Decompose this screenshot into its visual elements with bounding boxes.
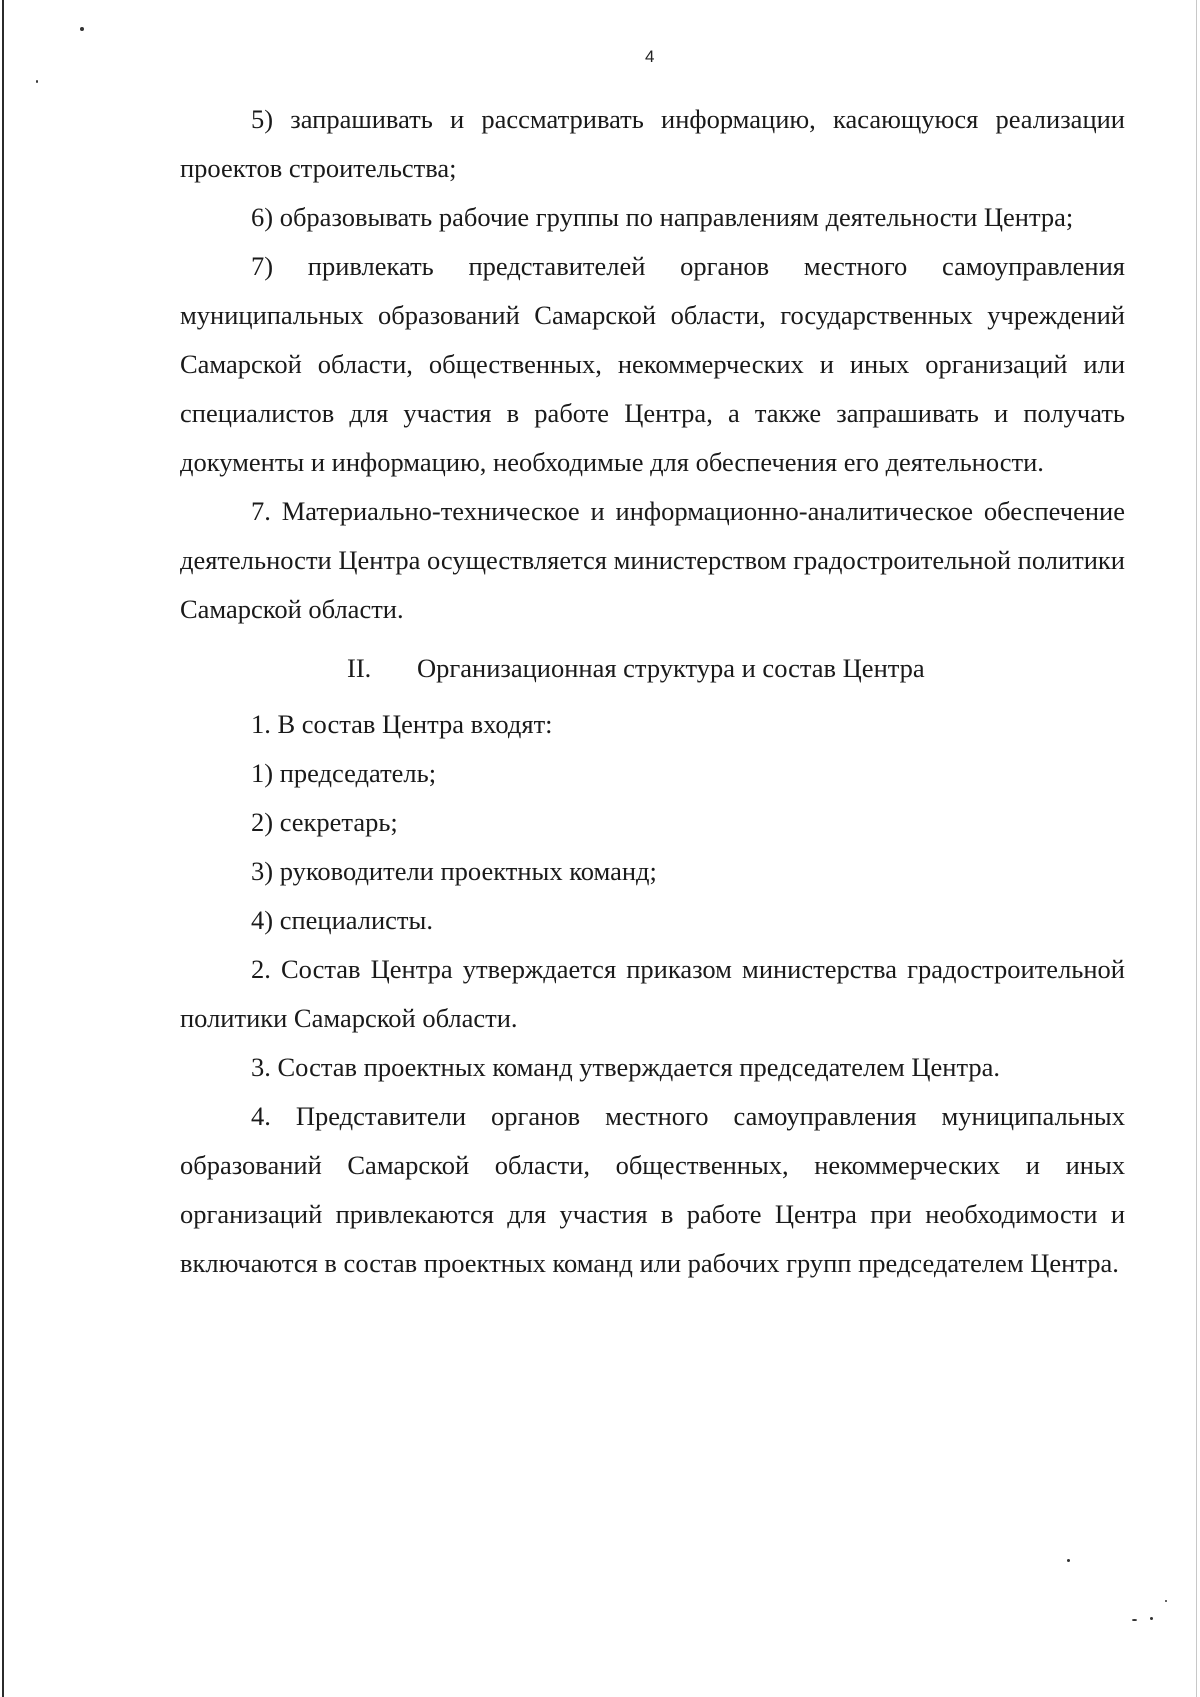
scan-speck <box>36 80 38 83</box>
paragraph: 3. Состав проектных команд утверждается председателем Центра. <box>251 1052 1001 1082</box>
scan-left-edge <box>2 0 4 1697</box>
page-number: 4 <box>645 47 655 66</box>
section-heading <box>180 634 1125 700</box>
paragraph: 2. Состав Центра утверждается приказом министерства градостроительной политики Самарской области. <box>180 954 1125 1033</box>
paragraph: 1. В состав Центра входят: <box>251 709 553 739</box>
paragraph: 7) привлекать представителей органов местного самоуправления муниципальных образований Самарской области, государственных учреждений Самарской области, общественных, некоммерческих и иных организаций или специалистов для участия в работе Центра, а также запрашивать и получать документы и информацию, необходимые для обеспечения его деятельности. <box>180 251 1125 477</box>
list-item: 2) секретарь; <box>251 807 398 837</box>
paragraph: 6) образовывать рабочие группы по направлениям деятельности Центра; <box>251 202 1074 232</box>
scan-speck <box>80 27 84 31</box>
list-item: 3) руководители проектных команд; <box>251 856 657 886</box>
scan-right-edge <box>1196 0 1197 1697</box>
paragraph: 4. Представители органов местного самоуправления муниципальных образований Самарской области, общественных, некоммерческих и иных организаций привлекаются для участия в работе Центра при необходимости и включаются в состав проектных команд или рабочих групп председателем Центра. <box>180 1101 1125 1278</box>
section-title: Организационная структура и состав Центра <box>417 653 925 683</box>
scan-speck <box>1150 1617 1153 1620</box>
list-item: 4) специалисты. <box>251 905 433 935</box>
scan-speck <box>1165 1600 1167 1602</box>
paragraph: 7. Материально-техническое и информационно-аналитическое обеспечение деятельности Центра осуществляется министерством градостроительной политики Самарской области. <box>180 496 1125 624</box>
scan-speck <box>1067 1559 1070 1562</box>
paragraph: 5) запрашивать и рассматривать информацию, касающуюся реализации проектов строительства; <box>180 104 1125 183</box>
list-item: 1) председатель; <box>251 758 437 788</box>
scan-speck <box>1132 1619 1137 1621</box>
section-number: II. <box>347 653 372 683</box>
document-body <box>180 95 1125 1288</box>
